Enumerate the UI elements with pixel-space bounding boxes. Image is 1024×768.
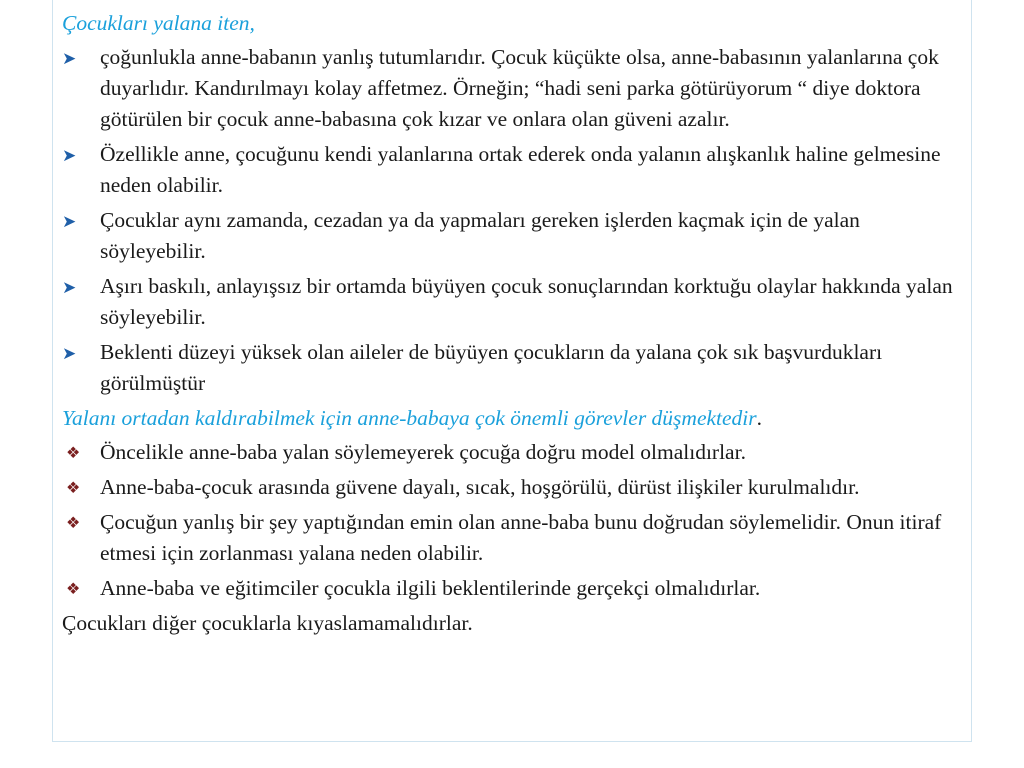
diamond-bullet-icon: ❖ [66,581,81,598]
slide-content [62,8,962,639]
list-item [62,42,962,135]
diamond-bullet-icon: ❖ [66,445,81,462]
list-item-text: Çocuklar aynı zamanda, cezadan ya da yapmaları gereken işlerden kaçmak için de yalan söyleyebilir. [100,208,860,263]
list-item-text: Öncelikle anne-baba yalan söylemeyerek çocuğa doğru model olmalıdırlar. [100,440,746,464]
arrow-bullet-icon: ➤ [62,146,77,165]
section-heading-causes: Çocukları yalana iten, [62,11,255,35]
list-item [62,437,962,468]
arrow-bullet-icon: ➤ [62,49,77,68]
list-item-text: Beklenti düzeyi yüksek olan aileler de büyüyen çocukların da yalana çok sık başvurdukları görülmüştür [100,340,883,395]
diamond-bullet-icon: ❖ [66,480,81,497]
list-item-text: Özellikle anne, çocuğunu kendi yalanlarına ortak ederek onda yalanın alışkanlık haline gelmesine neden olabilir. [100,142,941,197]
list-item [62,139,962,201]
section-heading-solutions [62,403,962,434]
list-item-text: Anne-baba-çocuk arasında güvene dayalı, sıcak, hoşgörülü, dürüst ilişkiler kurulmalıdır. [100,475,860,499]
list-item-text: çoğunlukla anne-babanın yanlış tutumlarıdır. Çocuk küçükte olsa, anne-babasının yalanlarına çok duyarlıdır. Kandırılmayı kolay affetmez. Örneğin; “hadi seni parka götürüyorum “ diye doktora götürülen bir çocuk anne-babasına çok kızar ve onlara olan güveni azalır. [100,45,939,131]
diamond-bullet-icon: ❖ [66,515,81,532]
arrow-bullet-icon: ➤ [62,278,77,297]
list-item [62,205,962,267]
section-heading-period: . [756,406,763,430]
list-item-text: Anne-baba ve eğitimciler çocukla ilgili beklentilerinde gerçekçi olmalıdırlar. [100,576,761,600]
list-item [62,507,962,569]
closing-sentence: Çocukları diğer çocuklarla kıyaslamamalıdırlar. [62,611,473,635]
arrow-bullet-icon: ➤ [62,212,77,231]
list-item-text: Aşırı baskılı, anlayışsız bir ortamda büyüyen çocuk sonuçlarından korktuğu olaylar hakkında yalan söyleyebilir. [100,274,953,329]
section-heading-text: Yalanı ortadan kaldırabilmek için anne-babaya çok önemli görevler düşmektedir [62,406,757,430]
list-item-text: Çocuğun yanlış bir şey yaptığından emin olan anne-baba bunu doğrudan söylemelidir. Onun itiraf etmesi için zorlanması yalana neden olabilir. [100,510,942,565]
list-item [62,573,962,604]
list-item [62,472,962,503]
arrow-bullet-icon: ➤ [62,344,77,363]
list-item [62,271,962,333]
list-item [62,337,962,399]
